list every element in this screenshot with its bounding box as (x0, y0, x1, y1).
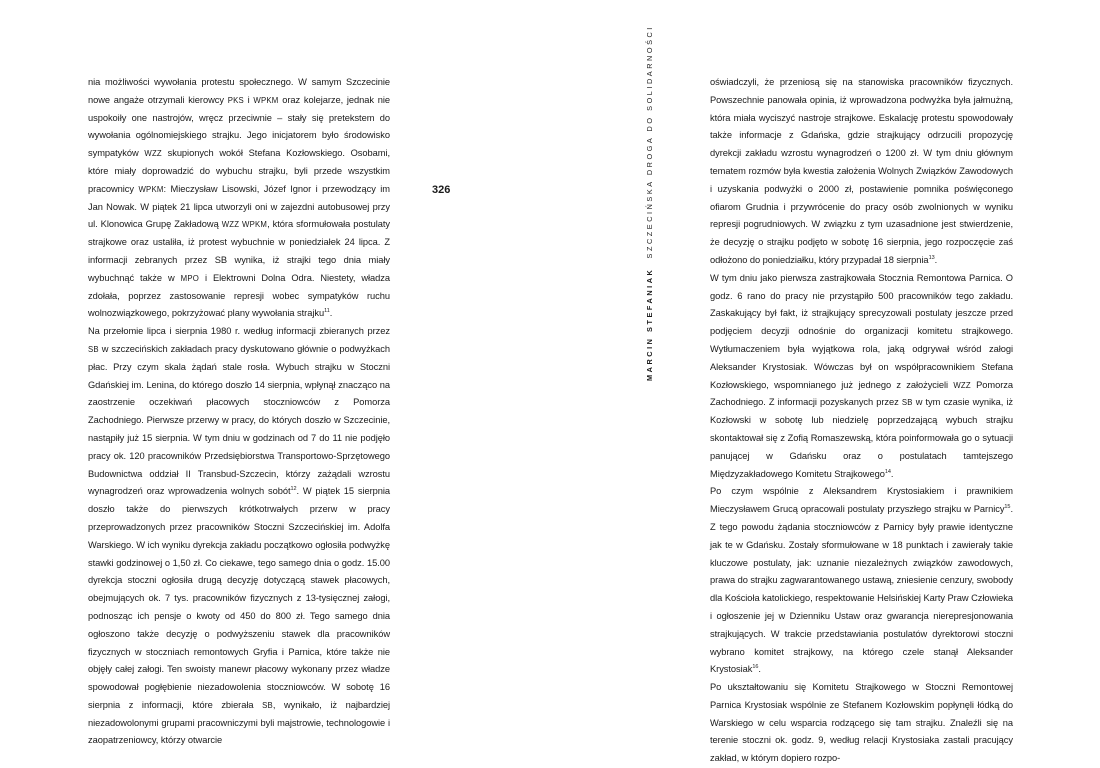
paragraph: Na przełomie lipca i sierpnia 1980 r. według informacji zbieranych przez SB w szczecińskich zakładach pracy dyskutowano głównie o podwyżkach płac. Przy czym skala żądań stale rosła. Wybuch strajku w Stoczni Gdańskiej im. Lenina, do którego doszło 14 sierpnia, wpłynął znacząco na zaostrzenie oczekiwań płacowych stoczniowców z Pomorza Zachodniego. Pierwsze przerwy w pracy, do których doszło w Szczecinie, nastąpiły już 15 sierpnia. W tym dniu w godzinach od 7 do 11 nie podjęło pracy ok. 120 pracowników Przedsiębiorstwa Transportowo-Sprzętowego Budownictwa oddział II Transbud-Szczecin, którzy zażądali wzrostu wynagrodzeń oraz wprowadzenia wolnych sobót$^{12}$. W piątek 15 sierpnia doszło także do pierwszych krótkotrwałych przerw w pracy przeprowadzonych przez pracowników Stoczni Szczecińskiej im. Adolfa Warskiego. W ich wyniku dyrekcja zakładu początkowo ogłosiła podwyżkę stawki godzinowej o 1,50 zł. Co ciekawe, tego samego dnia o godz. 15.00 dyrekcja stoczni ogłosiła drugą decyzję dotyczącą stawek płacowych, obejmujących ok. 7 tys. pracowników fizycznych z 13-tysięcznej załogi, podnosząc ich pensje o kwoty od 450 do 800 zł. Tego samego dnia ogłoszono także decyzję o podwyższeniu stawek dla pracowników fizycznych w stoczniach remontowych Gryfia i Parnica, które także nie objęły całej załogi. Ten swoisty manewr płacowy wykonany przez władze spowodował pogłębienie niezadowolenia stoczniowców. W sobotę 16 sierpnia z informacji, które zbierała SB, wynikało, iż najbardziej niezadowolonymi grupami pracowniczymi byli majstrowie, technologowie i zaopatrzeniowcy, którzy otwarcie (88, 326, 390, 746)
footnote-marker[interactable]: 11 (324, 308, 330, 315)
right-text-column (710, 74, 1013, 768)
abbreviation: SB (901, 398, 913, 408)
footnote-marker[interactable]: 16 (752, 664, 759, 671)
paragraph: Po czym wspólnie z Aleksandrem Krystosiakiem i prawnikiem Mieczysławem Grucą opracowali postulaty przyszłego strajku w Parnicy$^{15}$. Z tego powodu żądania stoczniowców z Parnicy były prawie identyczne jak te w Gdańsku. Zostały sformułowane w 18 punktach i zawierały takie kluczowe postulaty, jak: uznanie niezależnych związków zawodowych, prawa do strajku zagwarantowanego ustawą, zniesienie cenzury, swobody dla Kościoła katolickiego, respektowanie Helsińskiej Karty Praw Człowieka i ogłoszenie jej w Dzienniku Ustaw oraz gwarancja nierepresjonowania strajkujących. W trakcie przedstawiania postulatów dyrektorowi stoczni wybrano komitet strajkowy, na którego czele stanął Aleksander Krystosiak$^{16}$. (710, 486, 1013, 675)
paragraph: W tym dniu jako pierwsza zastrajkowała Stocznia Remontowa Parnica. O godz. 6 rano do pracy nie przystąpiło 500 pracowników tego zakładu. Zaskakujący był fakt, iż strajkujący sprecyzowali postulaty jeszcze przed podjęciem decyzji odnośnie do organizacji komitetu strajkowego. Wytłumaczeniem była wyjątkowa rola, jaką odgrywał wśród załogi Aleksander Krystosiak. Wówczas był on współpracownikiem Stefana Kozłowskiego, wspomnianego już jednego z założycieli WZZ Pomorza Zachodniego. Z informacji pozyskanych przez SB w tym czasie wynika, iż Kozłowski w sobotę lub niedzielę poprzedzającą wybuch strajku skontaktował się z Zofią Romaszewską, która poinformowała go o sytuacji panującej w Gdańsku oraz o postulatach tamtejszego Międzyzakładowego Komitetu Strajkowego$^{14}$. (710, 272, 1013, 479)
footnote-marker[interactable]: 12 (290, 486, 297, 493)
abbreviation: WZZ (953, 380, 971, 390)
footnote-marker[interactable]: 15 (1004, 504, 1011, 511)
footnote-marker[interactable]: 14 (884, 468, 891, 475)
footnote-marker[interactable]: 13 (928, 254, 935, 261)
running-head-author: MARCIN STEFANIAK (645, 267, 654, 381)
abbreviation: WPKM (138, 184, 164, 194)
left-text-column (88, 74, 390, 750)
paragraph: nia możliwości wywołania protestu społecznego. W samym Szczecinie nowe angaże otrzymali kierowcy PKS i WPKM oraz kolejarze, jednak nie uspokoiły one nastrojów, wręcz przeciwnie – stały się pretekstem do wywołania ogólnomiejskiego strajku. Jego inicjatorem było środowisko sympatyków WZZ skupionych wokół Stefana Kozłowskiego. Osobami, które miały doprowadzić do wybuchu strajku, byli przede wszystkim pracownicy WPKM: Mieczysław Lisowski, Józef Ignor i przewodzący im Jan Nowak. W piątek 21 lipca utworzyli oni w zajezdni autobusowej przy ul. Klonowica Grupę Zakładową WZZ WPKM, która sformułowała postulaty strajkowe oraz ustaliła, iż protest wybuchnie w poniedziałek 24 lipca. Z informacji zebranych przez SB wynika, iż strajki tego dnia miały wybuchnąć także w MPO i Elektrowni Dolna Odra. Niestety, władza zdołała, poprzez zastosowanie represji wobec sympatyków ruchu wolnozwiązkowego, pokrzyżować plany wywołania strajku$^{11}$. (88, 77, 391, 319)
abbreviation: SB (262, 700, 273, 710)
abbreviation: WPKM (253, 95, 279, 105)
paragraph: oświadczyli, że przeniosą się na stanowiska pracowników fizycznych. Powszechnie panowała opinia, iż wprowadzona podwyżka była jałmużną, która miała wyciszyć nastroje strajkowe. Eskalację protestu spowodowały także informacje z Gdańska, gdzie strajkujący odrzucili propozycję dyrekcji zakładu wzrostu wynagrodzeń o 1200 zł. W tym dniu głównym tematem rozmów była kwestia założenia Wolnych Związków Zawodowych i uzyskania podwyżki o 2000 zł, postawienie pomnika poświęconego ofiarom Grudnia i przywrócenie do pracy osób zwolnionych w wyniku represji pogrudniowych. W związku z tym uzasadnione jest stwierdzenie, że decyzję o strajku podjęto w sobotę 16 sierpnia, jego rozpoczęcie zaś odłożono do poniedziałku, który przypadał 18 sierpnia$^{13}$. (710, 77, 1013, 265)
abbreviation: WZZ (144, 149, 162, 159)
abbreviation: MPO (180, 273, 200, 283)
page-number: 326 (432, 184, 451, 196)
paragraph: Po ukształtowaniu się Komitetu Strajkowego w Stoczni Remontowej Parnica Krystosiak wspólnie ze Stefanem Kozłowskim popłynęli łódką do Warskiego w celu wsparcia rodzącego się tam strajku. Znaleźli się na terenie stoczni ok. godz. 9, według relacji Krystosiaka zastali pracujący zakład, w którym dopiero rozpo- (710, 682, 1013, 764)
running-head (645, 25, 654, 381)
abbreviation: SB (88, 344, 99, 354)
abbreviation: PKS (227, 95, 244, 105)
abbreviation: WZZ WPKM (221, 220, 268, 230)
running-head-title: SZCZECIŃSKA DROGA DO SOLIDARNOŚCI (645, 25, 654, 259)
